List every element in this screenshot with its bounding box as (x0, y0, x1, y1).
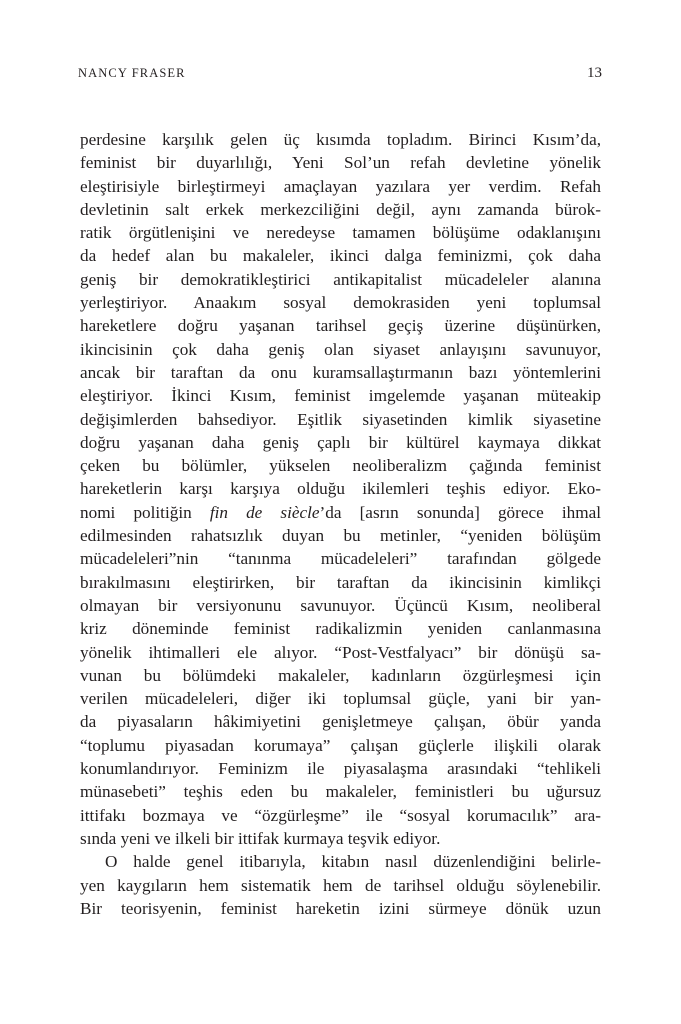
running-head: NANCY FRASER (78, 66, 186, 80)
text-line: münasebeti” teşhis eden bu makaleler, feministleri bu uğursuz (80, 782, 601, 802)
text-line: edilmesinden rahatsızlık duyan bu metinler, “yeniden bölüşüm (80, 526, 601, 546)
text-line: da hedef alan bu makaleler, ikinci dalga feminizmi, çok daha (80, 246, 601, 266)
text-line: vunan bu bölümdeki makaleler, kadınların özgürleşmesi için (80, 665, 601, 685)
text-line: yönelik ihtimalleri ele alıyor. “Post-Vestfalyacı” bir dönüşü sa- (80, 642, 601, 662)
text-line: “toplumu piyasadan korumaya” çalışan güçlerle ilişkili olarak (80, 735, 601, 755)
text-line: doğru yaşanan daha geniş çaplı bir kültürel kaymaya dikkat (80, 432, 601, 452)
italic-phrase: fin de siècle (209, 502, 320, 522)
paragraph-2 (80, 850, 601, 920)
text-line: ittifakı bozmaya ve “özgürleşme” ile “sosyal korumacılık” ara- (80, 805, 601, 825)
text-line: hareketlere doğru yaşanan tarihsel geçiş üzerine düşünürken, (80, 316, 601, 336)
text-line: yerleştiriyor. Anaakım sosyal demokrasiden yeni toplumsal (80, 293, 601, 313)
text-line: verilen mücadeleleri, diğer iki toplumsal güçle, yani bir yan- (80, 689, 601, 709)
text-line: da piyasaların hâkimiyetini genişletmeye çalışan, öbür yanda (80, 712, 601, 732)
text-line: ancak bir taraftan da onu kuramsallaştırmanın bazı yöntemlerini (80, 362, 601, 382)
text-line (80, 501, 601, 524)
text-run: ’da [asrın sonunda] görece ihmal (319, 502, 601, 522)
body-text (80, 128, 601, 920)
text-line: bırakılmasını eleştirirken, bir taraftan da ikincisinin kimlikçi (80, 572, 601, 592)
text-line: geniş bir demokratikleştirici antikapitalist mücadeleler alanına (80, 269, 601, 289)
text-line: konumlandırıyor. Feminizm ile piyasalaşma arasındaki “tehlikeli (80, 759, 601, 779)
page-number: 13 (587, 65, 602, 81)
text-line: devletinin salt erkek merkezciliğini değil, aynı zamanda bürok- (80, 199, 601, 219)
text-line: feminist bir duyarlılığı, Yeni Sol’un refah devletine yönelik (80, 153, 601, 173)
text-run: nomi politiğin (80, 502, 210, 522)
text-line: ratik örgütlenişini ve neredeyse tamamen bölüşüme odaklanışını (80, 223, 601, 243)
paragraph-1 (80, 128, 601, 850)
text-line: mücadeleleri”nin “tanınma mücadeleleri” tarafından gölgede (80, 549, 601, 569)
text-line: Bir teorisyenin, feminist hareketin izini sürmeye dönük uzun (80, 898, 601, 918)
text-line: eleştirisiyle birleştirmeyi amaçlayan yazılara yer verdim. Refah (80, 176, 601, 196)
text-line: olmayan bir versiyonunu savunuyor. Üçüncü Kısım, neoliberal (80, 595, 601, 615)
text-line: hareketlerin karşı karşıya olduğu ikilemleri teşhis ediyor. Eko- (80, 479, 601, 499)
text-line: yen kaygıların hem sistematik hem de tarihsel olduğu söylenebilir. (80, 875, 601, 895)
text-line: kriz döneminde feminist radikalizmin yeniden canlanmasına (80, 619, 601, 639)
text-line: eleştiriyor. İkinci Kısım, feminist imgelemde yaşanan müteakip (80, 386, 601, 406)
text-line: değişimlerden bahsediyor. Eşitlik siyasetinden kimlik siyasetine (80, 409, 601, 429)
text-line: çeken bu bölümler, yükselen neoliberalizm çağında feminist (80, 456, 601, 476)
text-line: perdesine karşılık gelen üç kısımda topladım. Birinci Kısım’da, (80, 130, 601, 149)
text-line: ikincisinin çok daha geniş olan siyaset anlayışını savunuyor, (80, 339, 601, 359)
text-line: sında yeni ve ilkeli bir ittifak kurmaya teşvik ediyor. (80, 828, 441, 848)
text-line: O halde genel itibarıyla, kitabın nasıl düzenlendiğini belirle- (105, 852, 601, 872)
